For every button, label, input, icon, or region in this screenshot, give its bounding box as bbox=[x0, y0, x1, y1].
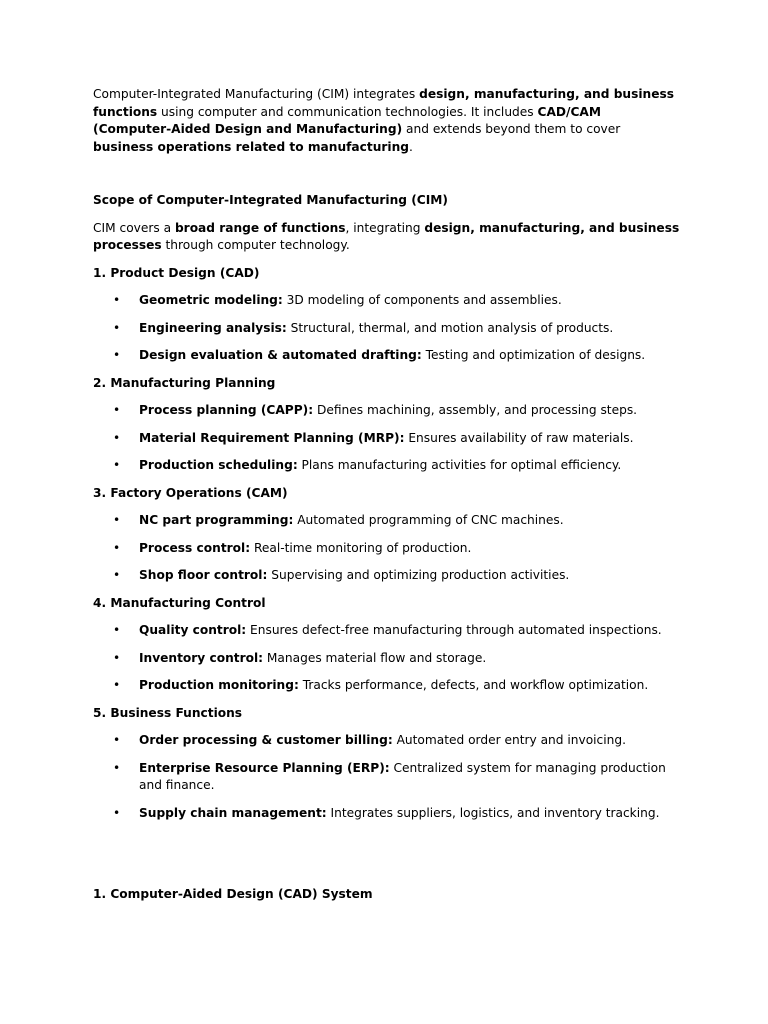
bullet-icon: • bbox=[113, 293, 121, 307]
item-description: Testing and optimization of designs. bbox=[421, 348, 646, 362]
intro-bold-1: design, manufacturing, and business functions bbox=[93, 87, 674, 119]
list-item bbox=[93, 430, 683, 448]
list-item bbox=[93, 402, 683, 420]
section-heading bbox=[93, 595, 683, 613]
scope-text-1: CIM covers a bbox=[93, 220, 175, 235]
item-term: Process planning (CAPP): bbox=[139, 403, 314, 417]
bullet-icon: • bbox=[113, 458, 121, 472]
section-heading-text: 5. Business Functions bbox=[93, 705, 243, 720]
bullet-icon: • bbox=[113, 650, 121, 665]
cad-system-heading bbox=[93, 886, 373, 904]
intro-text-1: Computer-Integrated Manufacturing (CIM) integrates bbox=[93, 87, 420, 101]
item-term: Inventory control: bbox=[139, 650, 264, 665]
item-description: Structural, thermal, and motion analysis of products. bbox=[286, 320, 614, 335]
list-item bbox=[93, 650, 683, 668]
document-body bbox=[93, 86, 683, 832]
bullet-list bbox=[93, 292, 683, 365]
item-term: Enterprise Resource Planning (ERP): bbox=[139, 760, 390, 775]
item-term: Production scheduling: bbox=[139, 458, 298, 472]
list-item bbox=[93, 540, 683, 558]
section-heading bbox=[93, 485, 683, 503]
bullet-list bbox=[93, 732, 683, 822]
item-description: Supervising and optimizing production activities. bbox=[267, 568, 570, 582]
list-item bbox=[93, 805, 683, 823]
item-description: Plans manufacturing activities for optimal efficiency. bbox=[297, 458, 622, 472]
item-term: Supply chain management: bbox=[139, 805, 327, 820]
section-heading-text: 1. Product Design (CAD) bbox=[93, 265, 260, 280]
bullet-icon: • bbox=[113, 733, 121, 747]
item-term: Production monitoring: bbox=[139, 678, 299, 692]
section-heading bbox=[93, 375, 683, 393]
item-description: Automated order entry and invoicing. bbox=[392, 733, 626, 747]
intro-bold-2: CAD/CAM (Computer-Aided Design and Manufacturing) bbox=[93, 104, 601, 136]
cad-system-heading-text: 1. Computer-Aided Design (CAD) System bbox=[93, 887, 373, 901]
section-heading-text: 3. Factory Operations (CAM) bbox=[93, 485, 288, 500]
bullet-icon: • bbox=[113, 623, 121, 637]
item-term: Quality control: bbox=[139, 623, 247, 637]
intro-text-4: . bbox=[408, 139, 413, 154]
intro-text-3: and extends beyond them to cover bbox=[402, 122, 621, 136]
list-item bbox=[93, 622, 683, 640]
scope-heading bbox=[93, 192, 683, 210]
section-heading bbox=[93, 705, 683, 723]
item-term: Geometric modeling: bbox=[139, 293, 283, 307]
scope-heading-text: Scope of Computer-Integrated Manufacturing (CIM) bbox=[93, 193, 448, 207]
scope-bold-1: broad range of functions bbox=[174, 220, 346, 235]
bullet-icon: • bbox=[113, 678, 121, 692]
intro-paragraph bbox=[93, 86, 683, 156]
bullet-icon: • bbox=[113, 805, 121, 820]
item-term: Shop floor control: bbox=[139, 568, 268, 582]
list-item bbox=[93, 512, 683, 530]
intro-bold-3: business operations related to manufacturing bbox=[93, 139, 409, 154]
scope-text-3: through computer technology. bbox=[161, 238, 350, 252]
scope-paragraph bbox=[93, 220, 683, 255]
bullet-icon: • bbox=[113, 348, 121, 362]
item-description: 3D modeling of components and assemblies. bbox=[282, 293, 562, 307]
bullet-icon: • bbox=[113, 568, 121, 582]
bullet-icon: • bbox=[113, 513, 121, 527]
item-term: Material Requirement Planning (MRP): bbox=[139, 430, 405, 445]
bullet-icon: • bbox=[113, 320, 121, 335]
item-term: Design evaluation & automated drafting: bbox=[139, 348, 422, 362]
section-heading-text: 2. Manufacturing Planning bbox=[93, 375, 276, 390]
item-description: Defines machining, assembly, and processing steps. bbox=[313, 403, 638, 417]
item-description: Manages material flow and storage. bbox=[263, 650, 487, 665]
list-item bbox=[93, 292, 683, 310]
bullet-icon: • bbox=[113, 540, 121, 555]
item-term: Engineering analysis: bbox=[139, 320, 287, 335]
bullet-list bbox=[93, 622, 683, 695]
bullet-icon: • bbox=[113, 430, 121, 445]
item-description: Real-time monitoring of production. bbox=[250, 540, 472, 555]
item-description: Ensures availability of raw materials. bbox=[404, 430, 634, 445]
item-description: Centralized system for managing production and finance. bbox=[139, 760, 666, 792]
scope-bold-2: design, manufacturing, and business processes bbox=[93, 220, 680, 252]
item-term: NC part programming: bbox=[139, 513, 294, 527]
scope-text-2: , integrating bbox=[345, 220, 425, 235]
section-heading-text: 4. Manufacturing Control bbox=[93, 595, 266, 610]
list-item bbox=[93, 567, 683, 585]
item-description: Integrates suppliers, logistics, and inventory tracking. bbox=[326, 805, 660, 820]
item-description: Ensures defect-free manufacturing through automated inspections. bbox=[246, 623, 662, 637]
intro-text-2: using computer and communication technologies. It includes bbox=[157, 104, 538, 119]
item-description: Automated programming of CNC machines. bbox=[293, 513, 564, 527]
bullet-list bbox=[93, 402, 683, 475]
list-item bbox=[93, 457, 683, 475]
list-item bbox=[93, 320, 683, 338]
list-item bbox=[93, 677, 683, 695]
item-term: Order processing & customer billing: bbox=[139, 733, 393, 747]
bullet-list bbox=[93, 512, 683, 585]
list-item bbox=[93, 732, 683, 750]
sections-container bbox=[93, 265, 683, 823]
section-heading bbox=[93, 265, 683, 283]
bullet-icon: • bbox=[113, 760, 121, 775]
list-item bbox=[93, 347, 683, 365]
item-term: Process control: bbox=[139, 540, 251, 555]
list-item bbox=[93, 760, 683, 795]
bullet-icon: • bbox=[113, 403, 121, 417]
item-description: Tracks performance, defects, and workflow optimization. bbox=[298, 678, 649, 692]
